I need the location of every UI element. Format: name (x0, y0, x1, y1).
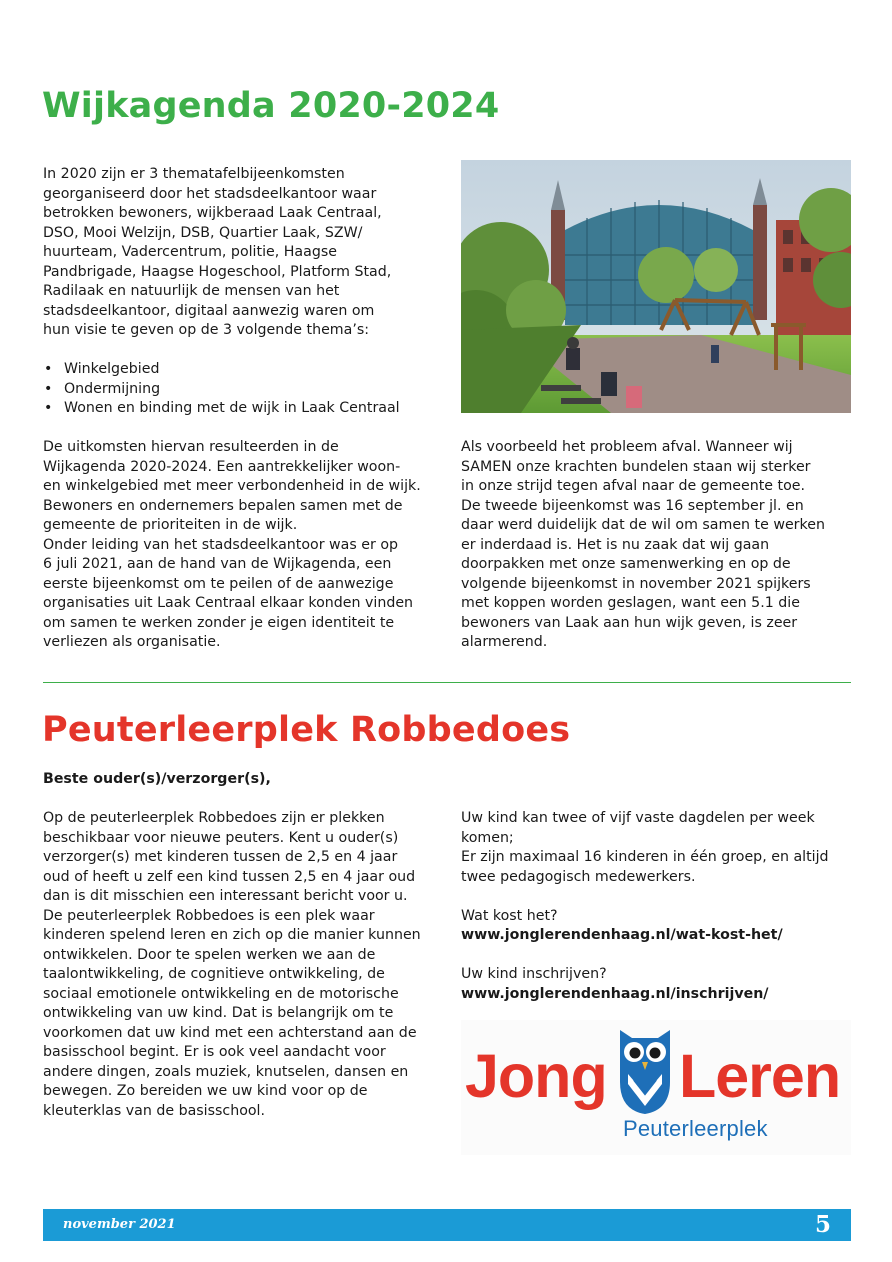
text-line: Uw kind kan twee of vijf vaste dagdelen per week (461, 810, 815, 826)
text-line: verliezen als organisatie. (43, 634, 221, 650)
text-line: er inderdaad is. Het is nu zaak dat wij gaan (461, 536, 770, 553)
text-line: beschikbaar voor nieuwe peuters. Kent u ouder(s) (43, 829, 399, 846)
wijkagenda-body (43, 438, 448, 653)
text-line: volgende bijeenkomst in november 2021 spijkers (461, 575, 811, 592)
enroll-link[interactable]: www.jonglerendenhaag.nl/inschrijven/ (461, 985, 769, 1002)
logo-word-leren: Leren (679, 1042, 841, 1110)
text-line: komen; (461, 829, 514, 846)
theme-item: • Ondermijning (43, 380, 448, 400)
text-line: bewegen. Zo bereiden we uw kind voor op de (43, 1083, 368, 1099)
text-line: huurteam, Vadercentrum, politie, Haagse (43, 244, 337, 260)
text-line: stadsdeelkantoor, digitaal aanwezig waren om (43, 302, 375, 319)
text-line: Als voorbeeld het probleem afval. Wanneer wij (461, 439, 793, 455)
section-title-wijkagenda: Wijkagenda 2020-2024 (42, 86, 500, 126)
wijkagenda-intro (43, 165, 448, 341)
text-line: In 2020 zijn er 3 thematafelbijeenkomsten (43, 166, 345, 182)
footer-date: november 2021 (63, 1217, 176, 1232)
section-divider (43, 682, 851, 683)
wijkagenda-right-column (461, 438, 856, 653)
text-line: Wijkagenda 2020-2024. Een aantrekkelijker woon- (43, 458, 401, 475)
enroll-label: Uw kind inschrijven? (461, 966, 607, 982)
text-line: in onze strijd tegen afval naar de gemeente toe. (461, 478, 805, 494)
greeting: Beste ouder(s)/verzorger(s), (43, 771, 271, 787)
text-line: en winkelgebied met meer verbondenheid in de wijk. (43, 478, 421, 494)
logo-subtitle: Peuterleerplek (623, 1116, 768, 1141)
logo-word-jong: Jong (465, 1042, 607, 1110)
text-line: taalontwikkeling, de cognitieve ontwikkeling, de (43, 966, 385, 982)
text-line: kinderen spelend leren en zich op die manier kunnen (43, 927, 421, 943)
text-line: organisaties uit Laak Centraal elkaar konden vinden (43, 595, 414, 611)
text-line: twee pedagogisch medewerkers. (461, 868, 696, 885)
wijkagenda-left-column (43, 165, 448, 653)
text-line: 6 juli 2021, aan de hand van de Wijkagenda, een (43, 556, 392, 572)
cost-link[interactable]: www.jonglerendenhaag.nl/wat-kost-het/ (461, 927, 783, 943)
playground-photo (461, 160, 851, 413)
text-line: doorpakken met onze samenwerking en op de (461, 556, 791, 572)
text-line: Bewoners en ondernemers bepalen samen met de (43, 497, 403, 514)
text-line: dan is dit misschien een interessant bericht voor u. (43, 888, 408, 904)
text-line: andere dingen, zoals muziek, knutselen, dansen en (43, 1063, 409, 1080)
text-line: Onder leiding van het stadsdeelkantoor was er op (43, 536, 399, 553)
text-line: georganiseerd door het stadsdeelkantoor waar (43, 185, 377, 202)
text-line: ontwikkeling van uw kind. Dat is belangrijk om te (43, 1005, 394, 1021)
text-line: Er zijn maximaal 16 kinderen in één groep, en altijd (461, 849, 829, 865)
text-line: gemeente de prioriteiten in de wijk. (43, 517, 298, 533)
page-number: 5 (814, 1211, 831, 1238)
cost-label: Wat kost het? (461, 907, 558, 924)
theme-item: • Winkelgebied (43, 360, 448, 380)
text-line: oud of heeft u zelf een kind tussen 2,5 en 4 jaar oud (43, 868, 416, 885)
theme-list (43, 360, 448, 419)
text-line: De tweede bijeenkomst was 16 september jl. en (461, 497, 804, 514)
text-line: De peuterleerplek Robbedoes is een plek waar (43, 907, 375, 924)
text-line: Pandbrigade, Haagse Hogeschool, Platform Stad, (43, 263, 392, 280)
jongleren-logo (461, 1020, 851, 1155)
text-line: eerste bijeenkomst om te peilen of de aanwezige (43, 575, 394, 592)
text-line: basisschool begint. Er is ook veel aandacht voor (43, 1044, 386, 1060)
text-line: verzorger(s) met kinderen tussen de 2,5 en 4 jaar (43, 849, 398, 865)
robbedoes-right-column (461, 809, 856, 1004)
robbedoes-left-column (43, 809, 453, 1121)
text-line: DSO, Mooi Welzijn, DSB, Quartier Laak, SZW/ (43, 224, 363, 241)
text-line: SAMEN onze krachten bundelen staan wij sterker (461, 458, 811, 475)
text-line: daar werd duidelijk dat de wil om samen te werken (461, 517, 825, 533)
text-line: bewoners van Laak aan hun wijk geven, is zeer (461, 614, 798, 631)
text-line: betrokken bewoners, wijkberaad Laak Centraal, (43, 205, 382, 221)
section-title-robbedoes: Peuterleerplek Robbedoes (42, 710, 571, 750)
page-footer (43, 1209, 851, 1241)
text-line: kleuterklas van de basisschool. (43, 1102, 266, 1119)
text-line: met koppen worden geslagen, want een 5.1 die (461, 595, 800, 611)
theme-item: • Wonen en binding met de wijk in Laak Centraal (43, 399, 448, 419)
text-line: Op de peuterleerplek Robbedoes zijn er plekken (43, 810, 385, 826)
text-line: Radilaak en natuurlijk de mensen van het (43, 283, 340, 299)
text-line: om samen te werken zonder je eigen identiteit te (43, 614, 395, 631)
text-line: alarmerend. (461, 634, 548, 650)
owl-icon (616, 1024, 674, 1116)
text-line: De uitkomsten hiervan resulteerden in de (43, 439, 339, 455)
text-line: hun visie te geven op de 3 volgende thema’s: (43, 322, 370, 338)
text-line: sociaal emotionele ontwikkeling en de motorische (43, 985, 399, 1002)
text-line: voorkomen dat uw kind met een achterstand aan de (43, 1024, 417, 1041)
text-line: ontwikkelen. Door te spelen werken we aan de (43, 946, 376, 963)
